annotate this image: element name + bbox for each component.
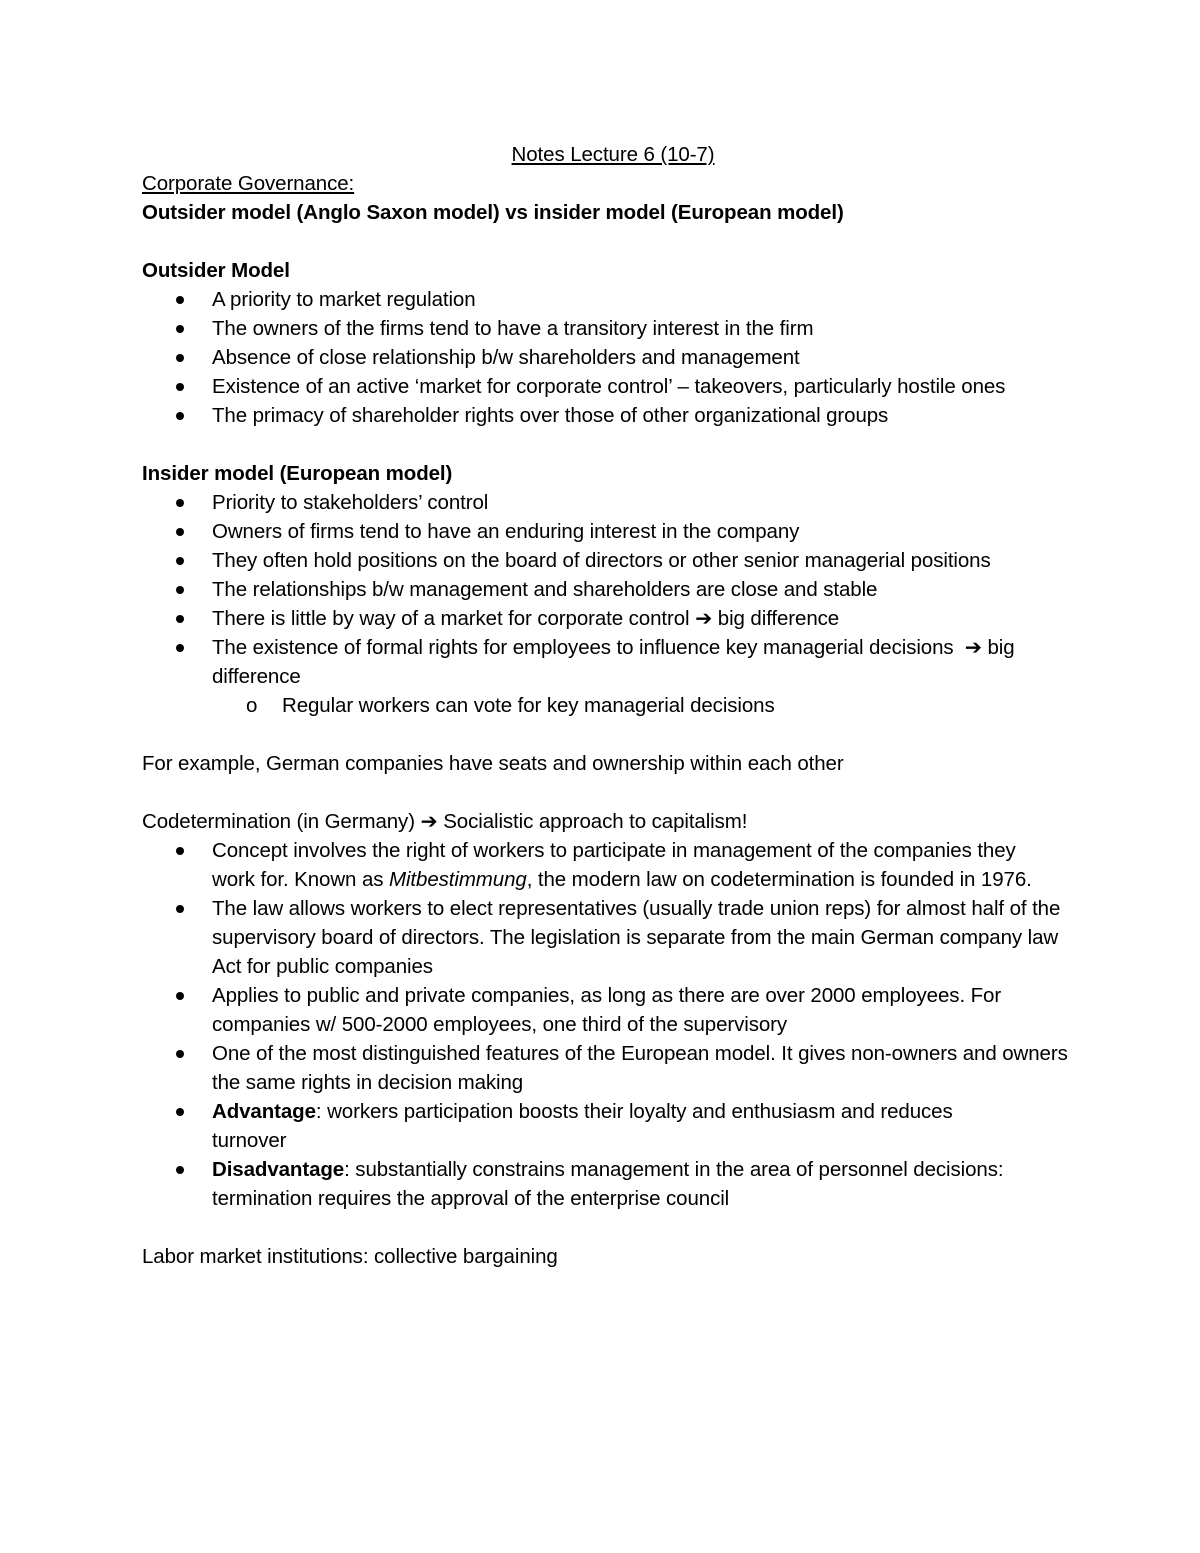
list-item-text: The existence of formal rights for employees to influence key managerial decisions xyxy=(212,636,954,659)
labor-market-line: Labor market institutions: collective bargaining xyxy=(142,1245,558,1268)
spacer xyxy=(142,430,1072,459)
list-item-text: Concept involves the right of workers to participate in management of the companies they work for. Known as xyxy=(212,839,1016,891)
list-item xyxy=(142,894,1072,981)
codetermination-list xyxy=(142,836,1072,1213)
list-item xyxy=(142,343,1072,372)
list-item-text: : workers participation boosts their loyalty and enthusiasm and reduces turnover xyxy=(212,1100,953,1152)
list-item xyxy=(142,401,1072,430)
arrow-right-icon: ➔ xyxy=(420,810,438,833)
arrow-right-icon: ➔ xyxy=(695,607,713,630)
list-item-text: Applies to public and private companies, as long as there are over 2000 employees. For companies w/ 500-2000 employees, one third of the supervisory xyxy=(212,984,1002,1036)
codetermination-heading-tail: Socialistic approach to capitalism! xyxy=(443,810,748,833)
bullet-icon xyxy=(176,1166,184,1174)
advantage-label: Advantage xyxy=(212,1100,316,1123)
outsider-list xyxy=(142,285,1072,430)
insider-sub-list xyxy=(212,691,1032,720)
insider-list xyxy=(142,488,1072,720)
outsider-heading: Outsider Model xyxy=(142,259,290,282)
list-item-text: The law allows workers to elect representatives (usually trade union reps) for almost half of the supervisory board of directors. The legislation is separate from the main German company law Act for public companies xyxy=(212,897,1061,978)
list-item-text: There is little by way of a market for corporate control xyxy=(212,607,690,630)
list-item-text: Absence of close relationship b/w shareholders and management xyxy=(212,346,800,369)
bullet-icon xyxy=(176,644,184,652)
bullet-icon xyxy=(176,412,184,420)
list-item-text: , the modern law on codetermination is founded in 1976. xyxy=(526,868,1032,891)
list-item-text: A priority to market regulation xyxy=(212,288,476,311)
bullet-icon xyxy=(176,296,184,304)
spacer xyxy=(142,720,1072,749)
list-item-text: They often hold positions on the board of directors or other senior managerial positions xyxy=(212,549,991,572)
bullet-icon xyxy=(176,557,184,565)
spacer xyxy=(142,778,1072,807)
list-item xyxy=(142,575,1072,604)
list-item-text: : substantially constrains management in the area of personnel decisions: termination requires the approval of the enterprise council xyxy=(212,1158,1004,1210)
list-item-text: One of the most distinguished features of the European model. It gives non-owners and owners the same rights in decision making xyxy=(212,1042,1068,1094)
list-item xyxy=(142,488,1072,517)
bullet-icon xyxy=(176,499,184,507)
list-item-text: The owners of the firms tend to have a transitory interest in the firm xyxy=(212,317,814,340)
sub-list-item-text: Regular workers can vote for key managerial decisions xyxy=(282,694,775,717)
list-item xyxy=(142,604,1072,633)
bullet-icon xyxy=(176,586,184,594)
list-item-text: Owners of firms tend to have an enduring interest in the company xyxy=(212,520,800,543)
bullet-icon xyxy=(176,383,184,391)
bullet-icon xyxy=(176,847,184,855)
list-item xyxy=(142,546,1072,575)
example-text: For example, German companies have seats and ownership within each other xyxy=(142,752,844,775)
emphasized-term: Mitbestimmung xyxy=(389,868,527,891)
corporate-governance-heading: Corporate Governance: xyxy=(142,172,355,195)
spacer xyxy=(142,1213,1072,1242)
list-item xyxy=(142,517,1072,546)
list-item xyxy=(142,836,1072,894)
spacer xyxy=(142,227,1072,256)
bullet-icon xyxy=(176,1108,184,1116)
arrow-right-icon: ➔ xyxy=(964,636,982,659)
list-item xyxy=(142,633,1072,720)
page-title: Notes Lecture 6 (10-7) xyxy=(511,143,715,166)
list-item xyxy=(142,1155,1072,1213)
codetermination-heading xyxy=(142,807,1072,836)
bullet-icon xyxy=(176,325,184,333)
list-item xyxy=(142,285,1072,314)
list-item xyxy=(142,981,1072,1039)
insider-heading: Insider model (European model) xyxy=(142,462,453,485)
list-item-text: Existence of an active ‘market for corporate control’ – takeovers, particularly hostile ones xyxy=(212,375,1006,398)
list-item-text: The relationships b/w management and shareholders are close and stable xyxy=(212,578,878,601)
bullet-icon xyxy=(176,354,184,362)
codetermination-heading-text: Codetermination (in Germany) xyxy=(142,810,415,833)
bullet-icon xyxy=(176,905,184,913)
list-item xyxy=(142,314,1072,343)
list-item-tail: big difference xyxy=(717,607,840,630)
list-item-text: Priority to stakeholders’ control xyxy=(212,491,489,514)
list-item xyxy=(142,1097,1072,1155)
list-item-text: The primacy of shareholder rights over those of other organizational groups xyxy=(212,404,889,427)
document-body xyxy=(142,140,1072,1271)
models-subheading: Outsider model (Anglo Saxon model) vs insider model (European model) xyxy=(142,201,844,224)
bullet-icon xyxy=(176,992,184,1000)
sub-list-item xyxy=(212,691,1032,720)
bullet-icon xyxy=(176,1050,184,1058)
list-item xyxy=(142,372,1072,401)
list-item xyxy=(142,1039,1072,1097)
list-item-tail: big difference xyxy=(212,636,1015,688)
bullet-icon xyxy=(176,528,184,536)
sub-bullet-icon: o xyxy=(246,694,258,717)
bullet-icon xyxy=(176,615,184,623)
disadvantage-label: Disadvantage xyxy=(212,1158,345,1181)
